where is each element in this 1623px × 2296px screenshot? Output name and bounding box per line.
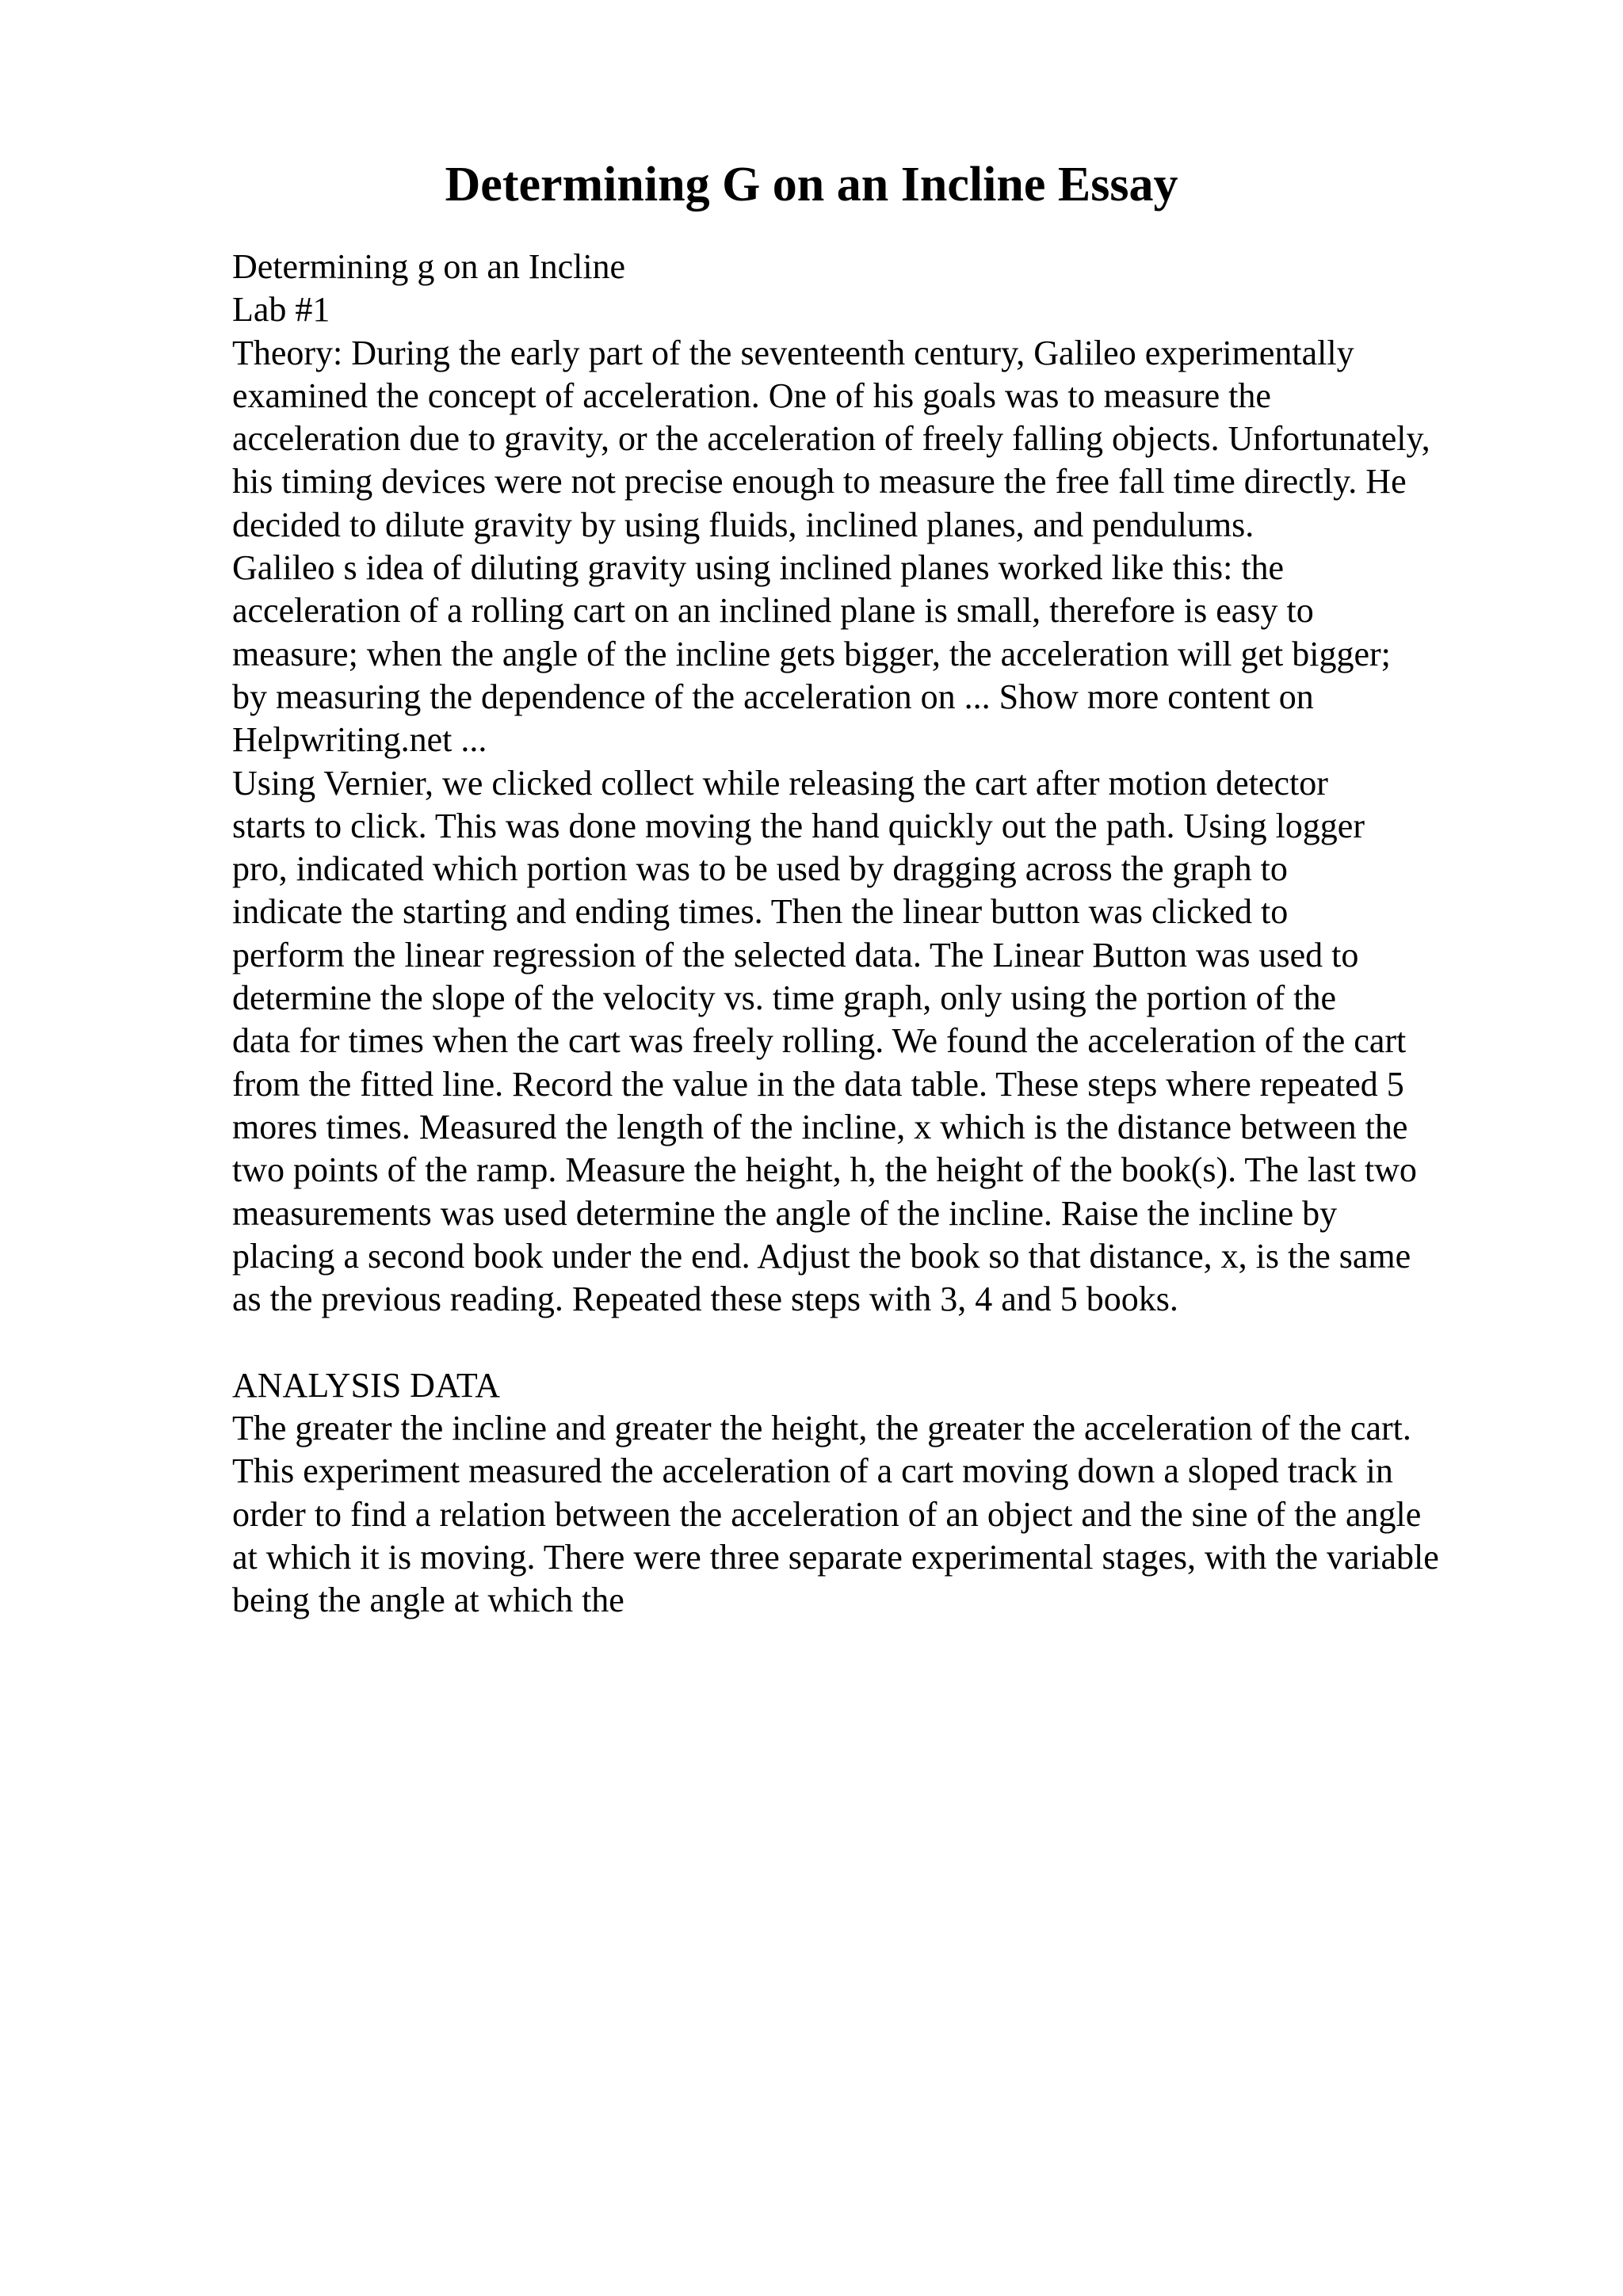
text-line: Galileo s idea of diluting gravity using inclined planes worked like this: the — [232, 548, 1285, 588]
text-line: data for times when the cart was freely rolling. We found the acceleration of the cart — [232, 1021, 1407, 1061]
text-line: mores times. Measured the length of the incline, x which is the distance between the — [232, 1107, 1408, 1146]
text-line: order to find a relation between the acceleration of an object and the sine of the angle — [232, 1494, 1422, 1534]
text-line: two points of the ramp. Measure the height, h, the height of the book(s). The last two — [232, 1150, 1417, 1190]
blank-line — [232, 1321, 1532, 1363]
text-line: from the fitted line. Record the value in the data table. These steps where repeated 5 — [232, 1064, 1404, 1104]
text-line: at which it is moving. There were three separate experimental stages, with the variable — [232, 1537, 1439, 1577]
text-line: examined the concept of acceleration. One of his goals was to measure the — [232, 376, 1271, 415]
text-line: decided to dilute gravity by using fluids, inclined planes, and pendulums. — [232, 505, 1254, 544]
text-line: starts to click. This was done moving the hand quickly out the path. Using logger — [232, 806, 1365, 845]
text-line: Determining g on an Incline — [232, 247, 626, 286]
text-line: Using Vernier, we clicked collect while releasing the cart after motion detector — [232, 763, 1328, 803]
text-line: his timing devices were not precise enough to measure the free fall time directly. He — [232, 462, 1407, 502]
text-line: acceleration due to gravity, or the acceleration of freely falling objects. Unfortunately, — [232, 419, 1430, 459]
text-line: acceleration of a rolling cart on an inclined plane is small, therefore is easy to — [232, 591, 1314, 631]
text-line: Theory: During the early part of the seventeenth century, Galileo experimentally — [232, 333, 1354, 372]
text-line: indicate the starting and ending times. Then the linear button was clicked to — [232, 892, 1289, 932]
text-line: ANALYSIS DATA — [232, 1365, 500, 1405]
text-line: Lab #1 — [232, 290, 330, 330]
document-body — [232, 246, 1532, 1623]
text-line: as the previous reading. Repeated these steps with 3, 4 and 5 books. — [232, 1280, 1178, 1319]
document-title: Determining G on an Incline Essay — [445, 158, 1178, 212]
text-line: measurements was used determine the angle of the incline. Raise the incline by — [232, 1193, 1338, 1233]
text-line: pro, indicated which portion was to be used by dragging across the graph to — [232, 849, 1288, 889]
text-line: perform the linear regression of the selected data. The Linear Button was used to — [232, 935, 1359, 974]
text-line: by measuring the dependence of the acceleration on ... Show more content on — [232, 677, 1314, 716]
text-line: The greater the incline and greater the height, the greater the acceleration of the cart. — [232, 1409, 1411, 1448]
text-line: being the angle at which the — [232, 1581, 624, 1620]
text-line: determine the slope of the velocity vs. time graph, only using the portion of the — [232, 978, 1337, 1018]
text-line: Helpwriting.net ... — [232, 720, 487, 760]
text-line: This experiment measured the acceleration of a cart moving down a sloped track in — [232, 1451, 1393, 1491]
text-line: measure; when the angle of the incline gets bigger, the acceleration will get bigger; — [232, 634, 1391, 673]
text-line: placing a second book under the end. Adjust the book so that distance, x, is the same — [232, 1236, 1411, 1276]
